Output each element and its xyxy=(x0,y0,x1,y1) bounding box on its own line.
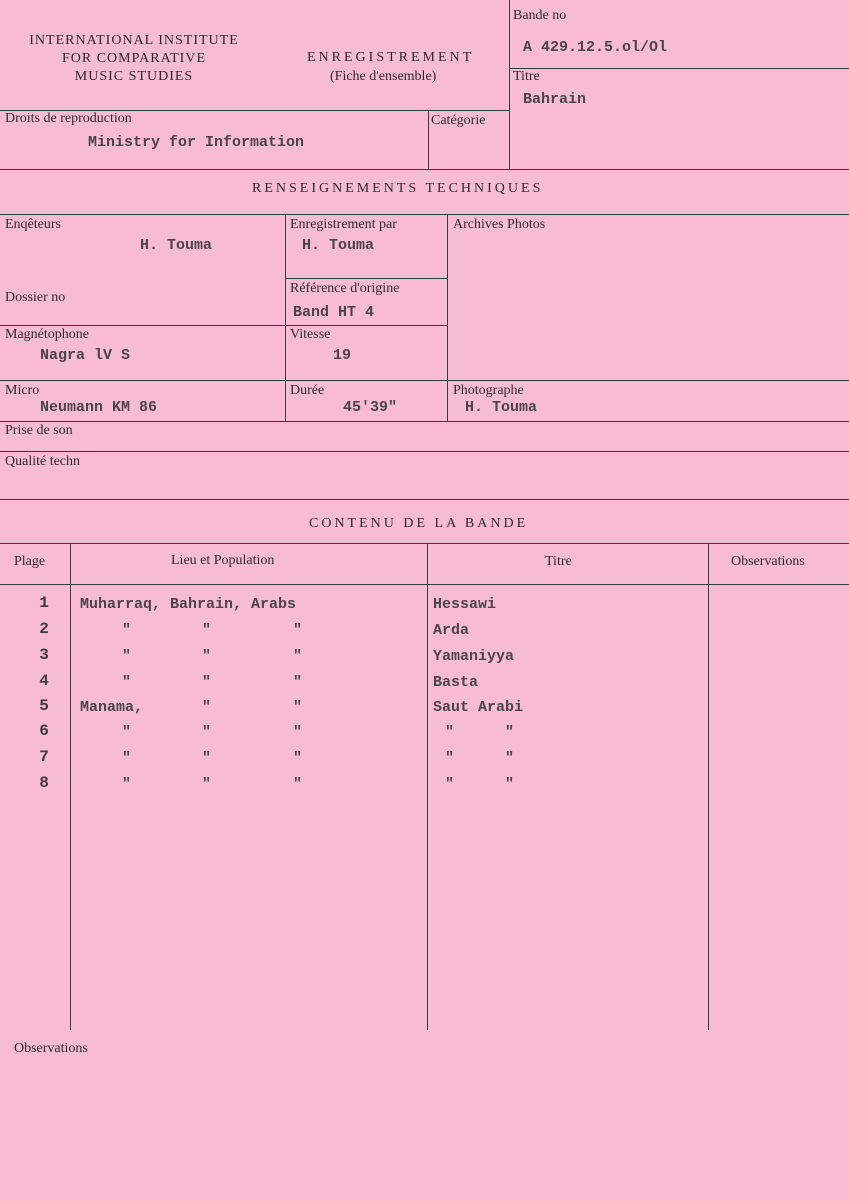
lieu-cell: Manama, xyxy=(80,699,144,716)
divider xyxy=(509,0,510,170)
vitesse-value: 19 xyxy=(333,347,352,364)
micro-value: Neumann KM 86 xyxy=(40,399,158,416)
table-row xyxy=(0,697,849,723)
table-row xyxy=(0,748,849,774)
ditto-mark: " xyxy=(445,776,455,793)
ditto-mark: " xyxy=(293,750,303,767)
plage-number: 3 xyxy=(39,646,49,664)
ditto-mark: " xyxy=(293,622,303,639)
divider xyxy=(285,214,286,422)
bande-value: A 429.12.5.ol/Ol xyxy=(523,39,668,56)
dossier-label: Dossier no xyxy=(5,290,66,305)
ditto-mark: " xyxy=(202,776,212,793)
table-row xyxy=(0,672,849,698)
form-title: ENREGISTREMENT xyxy=(307,50,475,65)
ditto-mark: " xyxy=(122,750,132,767)
divider xyxy=(0,421,849,422)
enregistrement-par-label: Enregistrement par xyxy=(290,217,397,232)
divider xyxy=(0,325,447,326)
tech-section-title: RENSEIGNEMENTS TECHNIQUES xyxy=(252,181,544,196)
lieu-cell: Muharraq, Bahrain, Arabs xyxy=(80,596,297,613)
bande-label: Bande no xyxy=(513,8,567,23)
divider xyxy=(0,380,849,381)
titre-value: Bahrain xyxy=(523,91,587,108)
duree-value: 45'39" xyxy=(343,399,398,416)
divider xyxy=(0,499,849,500)
ditto-mark: " xyxy=(122,674,132,691)
droits-label: Droits de reproduction xyxy=(5,111,132,126)
plage-number: 5 xyxy=(39,697,49,715)
table-row xyxy=(0,620,849,646)
col-header-titre: Titre xyxy=(545,554,572,569)
plage-number: 4 xyxy=(39,672,49,690)
titre-cell: Hessawi xyxy=(433,596,497,613)
reference-value: Band HT 4 xyxy=(293,304,375,321)
titre-cell: Basta xyxy=(433,674,479,691)
plage-number: 2 xyxy=(39,620,49,638)
ditto-mark: " xyxy=(505,724,515,741)
ditto-mark: " xyxy=(445,724,455,741)
form-subtitle: (Fiche d'ensemble) xyxy=(330,69,437,84)
divider xyxy=(509,68,849,69)
ditto-mark: " xyxy=(505,776,515,793)
photographe-value: H. Touma xyxy=(465,399,538,416)
duree-label: Durée xyxy=(290,383,325,398)
ditto-mark: " xyxy=(445,750,455,767)
col-header-plage: Plage xyxy=(14,554,46,569)
institute-line-1: INTERNATIONAL INSTITUTE xyxy=(29,33,239,48)
ditto-mark: " xyxy=(202,699,212,716)
observations-label: Observations xyxy=(14,1041,88,1056)
qualite-label: Qualité techn xyxy=(5,454,81,469)
titre-label: Titre xyxy=(513,69,540,84)
reference-label: Référence d'origine xyxy=(290,281,400,296)
micro-label: Micro xyxy=(5,383,40,398)
magnetophone-value: Nagra lV S xyxy=(40,347,131,364)
table-row xyxy=(0,594,849,620)
ditto-mark: " xyxy=(293,699,303,716)
ditto-mark: " xyxy=(202,724,212,741)
ditto-mark: " xyxy=(293,776,303,793)
institute-line-2: FOR COMPARATIVE xyxy=(61,51,206,66)
ditto-mark: " xyxy=(505,750,515,767)
ditto-mark: " xyxy=(202,750,212,767)
ditto-mark: " xyxy=(293,648,303,665)
plage-number: 7 xyxy=(39,748,49,766)
magnetophone-label: Magnétophone xyxy=(5,327,89,342)
ditto-mark: " xyxy=(122,648,132,665)
ditto-mark: " xyxy=(293,724,303,741)
plage-number: 6 xyxy=(39,722,49,740)
col-header-lieu: Lieu et Population xyxy=(171,553,275,568)
ditto-mark: " xyxy=(122,622,132,639)
institute-line-3: MUSIC STUDIES xyxy=(74,69,194,84)
divider xyxy=(285,278,447,279)
titre-cell: Saut Arabi xyxy=(433,699,524,716)
divider xyxy=(0,543,849,544)
plage-number: 1 xyxy=(39,594,49,612)
divider xyxy=(0,451,849,452)
prise-de-son-label: Prise de son xyxy=(5,423,73,438)
droits-value: Ministry for Information xyxy=(88,134,305,151)
enqueteurs-label: Enqêteurs xyxy=(5,217,61,232)
ditto-mark: " xyxy=(293,674,303,691)
divider xyxy=(0,214,849,215)
categorie-label: Catégorie xyxy=(431,113,486,128)
ditto-mark: " xyxy=(202,622,212,639)
titre-cell: Arda xyxy=(433,622,470,639)
enqueteurs-value: H. Touma xyxy=(140,237,213,254)
divider xyxy=(0,584,849,585)
table-row xyxy=(0,646,849,672)
divider xyxy=(447,214,448,422)
ditto-mark: " xyxy=(202,674,212,691)
plage-number: 8 xyxy=(39,774,49,792)
photographe-label: Photographe xyxy=(453,383,524,398)
ditto-mark: " xyxy=(202,648,212,665)
institute-name xyxy=(0,32,268,86)
ditto-mark: " xyxy=(122,724,132,741)
archives-photos-label: Archives Photos xyxy=(453,217,546,232)
content-section-title: CONTENU DE LA BANDE xyxy=(309,516,529,531)
ditto-mark: " xyxy=(122,776,132,793)
titre-cell: Yamaniyya xyxy=(433,648,515,665)
col-header-observations: Observations xyxy=(731,554,805,569)
vitesse-label: Vitesse xyxy=(290,327,331,342)
table-row xyxy=(0,722,849,748)
divider xyxy=(0,169,849,170)
table-row xyxy=(0,774,849,800)
divider xyxy=(428,110,429,170)
enregistrement-par-value: H. Touma xyxy=(302,237,375,254)
